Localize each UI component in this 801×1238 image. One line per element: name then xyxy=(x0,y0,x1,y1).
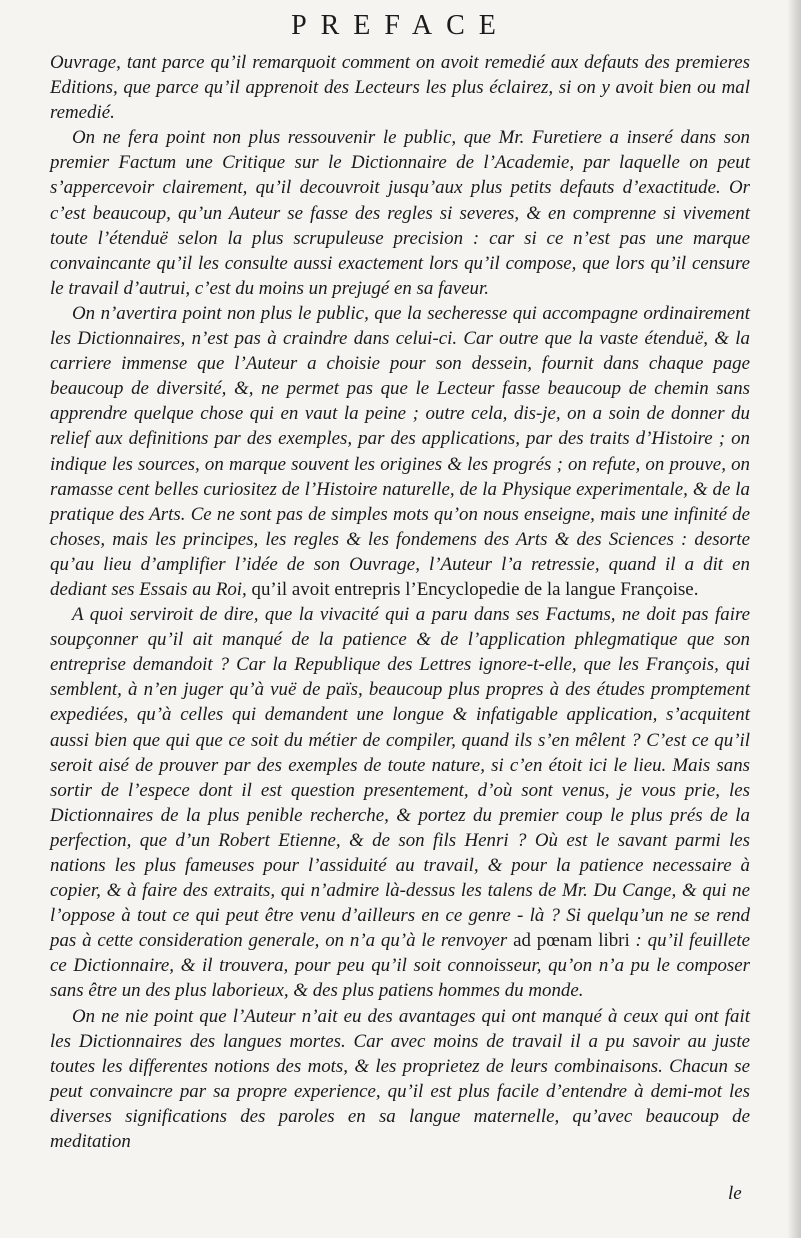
text-body xyxy=(50,50,750,1154)
paragraph-text: On ne nie point que l’Auteur n’ait eu des avantages qui ont manqué à ceux qui ont fait les Dictionnaires des langues mortes. Car avec moins de travail il a pu savoir au juste toutes les differentes notions des mots, & les proprietez de leurs combinaisons. Chacun se peut convaincre par sa propre experience, qu’il est plus facile d’entendre à demi-mot les diverses significations des paroles en sa langue maternelle, qu’avec beaucoup de meditation xyxy=(50,1005,750,1153)
paragraph xyxy=(50,301,750,602)
paragraph-text: : qu’il feuillete ce Dictionnaire, & il trouvera, pour peu qu’il soit connoisseur, qu’on n’a pu le composer sans être un des plus laborieux, & des plus patiens hommes du monde. xyxy=(50,930,751,1002)
paragraph xyxy=(50,125,750,301)
page-header: PREFACE xyxy=(291,10,510,41)
paragraph-text: ad pœnam libri xyxy=(513,930,630,952)
page-edge-shadow xyxy=(787,0,801,1238)
paragraph-text: A quoi serviroit de dire, que la vivacité qui a paru dans ses Factums, ne doit pas faire soupçonner qu’il ait manqué de la patience & de l’application phlegmatique que son entreprise demandoit ? Car la Republique des Lettres ignore-t-elle, que les François, qui semblent, à n’en juger qu’à vuë de païs, beaucoup plus propres à des études promptement expediées, qu’à celles qui demandent une longue & infatigable application, s’acquitent aussi bien que qui que ce soit du métier de compiler, quand ils s’en mêlent ? C’est ce qu’il seroit aisé de prouver par des exemples de toute nature, si c’en étoit ici le lieu. Mais sans sortir de l’espece dont il est question presentement, d’où sont venus, je vous prie, les Dictionnaires de la plus penible recherche, & portez du premier coup le plus prés de la perfection, que d’un Robert Etienne, & de son fils Henri ? Où est le savant parmi les nations les plus fameuses pour l’assiduité au travail, & pour la patience necessaire à copier, & à faire des extraits, qui n’admire là-dessus les talens de Mr. Du Cange, & qui ne l’oppose à tout ce qui peut être venu d’ailleurs en ce genre - là ? Si quelqu’un ne se rend pas à cette consideration generale, on n’a qu’à le renvoyer xyxy=(50,604,750,952)
catchword: le xyxy=(728,1183,742,1204)
paragraph-text: Ouvrage, tant parce qu’il remarquoit comment on avoit remedié aux defauts des premieres Editions, que parce qu’il apprenoit des Lecteurs les plus éclairez, si on y avoit bien ou mal remedié. xyxy=(50,52,750,124)
paragraph-text: On ne fera point non plus ressouvenir le public, que Mr. Furetiere a inseré dans son premier Factum une Critique sur le Dictionnaire de l’Academie, par laquelle on peut s’appercevoir clairement, qu’il decouvroit jusqu’aux plus petits defauts d’exactitude. Or c’est beaucoup, qu’un Auteur se fasse des regles si severes, & en comprenne si vivement toute l’étenduë selon la plus scrupuleuse precision : car si ce n’est pas une marque convaincante qu’il les consulte aussi exactement lors qu’il compose, que lors qu’il censure le travail d’autrui, c’est du moins un prejugé en sa faveur. xyxy=(50,127,750,299)
paragraph xyxy=(50,1004,750,1155)
paragraph-text: qu’il avoit entrepris l’Encyclopedie de la langue Françoise. xyxy=(251,578,699,600)
paragraph xyxy=(50,50,750,125)
paragraph-text: On n’avertira point non plus le public, que la secheresse qui accompagne ordinairement les Dictionnaires, n’est pas à craindre dans celui-ci. Car outre que la vaste étenduë, & la carriere immense que l’Auteur a choisie pour son dessein, fournit dans chaque page beaucoup de diversité, &, ne permet pas que le Lecteur fasse beaucoup de chemin sans apprendre quelque chose qui en vaut la peine ; outre cela, dis-je, on a soin de donner du relief aux definitions par des exemples, par des applications, par des traits d’Histoire ; on indique les sources, on marque souvent les origines & les progrés ; on refute, on prouve, on ramasse cent belles curiositez de l’Histoire naturelle, de la Physique experimentale, & de la pratique des Arts. Ce ne sont pas de simples mots qu’on nous enseigne, mais une infinité de choses, mais les principes, les regles & les fondemens des Arts & des Sciences : desorte qu’au lieu d’amplifier l’idée de son Ouvrage, l’Auteur l’a retressie, quand il a dit en dediant ses Essais au Roi, xyxy=(50,302,750,600)
paragraph xyxy=(50,602,750,1004)
